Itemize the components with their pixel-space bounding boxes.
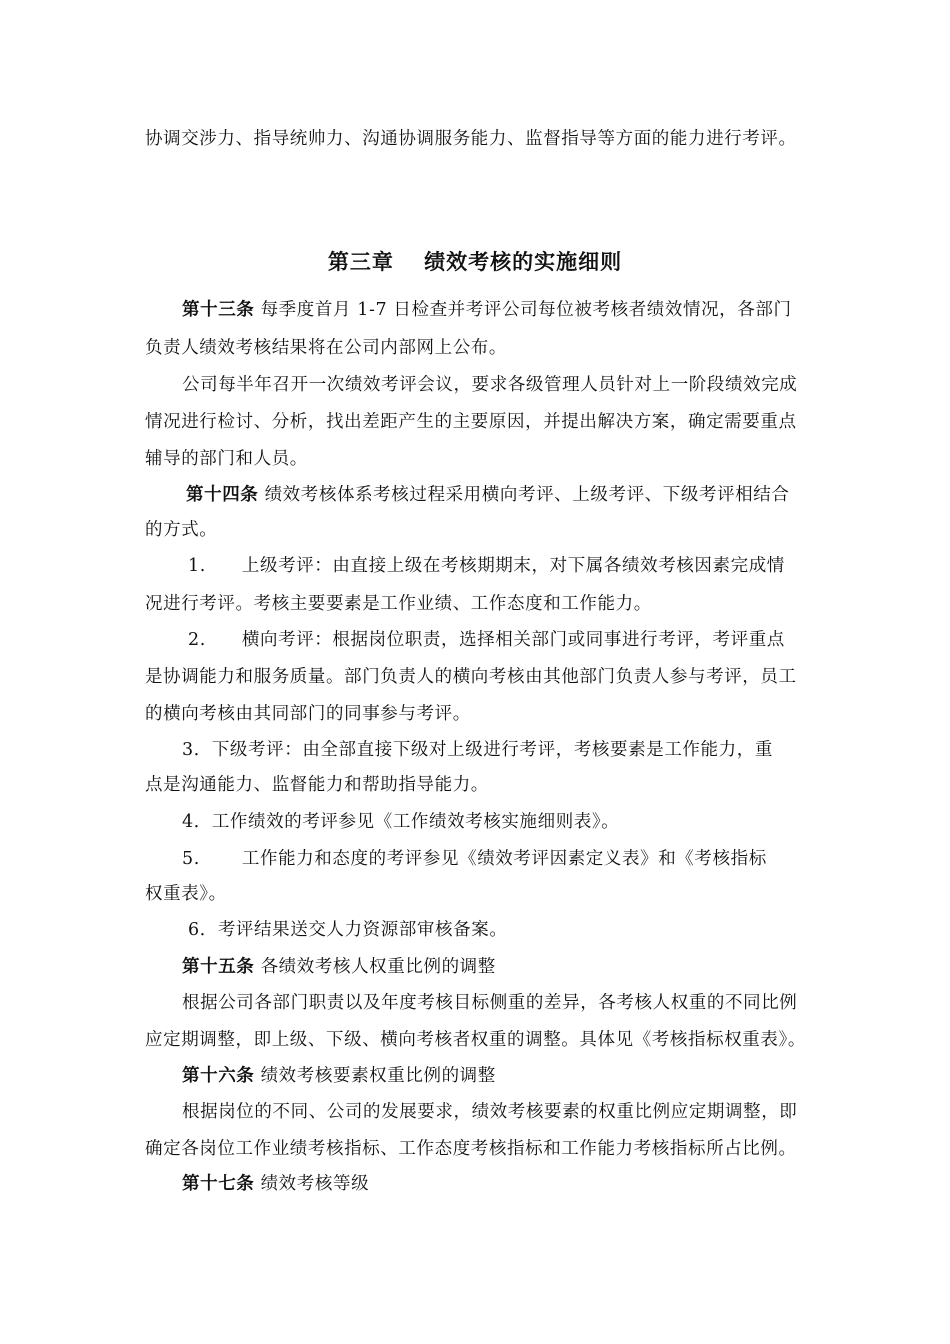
article-15-line-1: 根据公司各部门职责以及年度考核目标侧重的差异，各考核人权重的不同比例 — [182, 993, 798, 1013]
article-13-label: 第十三条 — [182, 300, 255, 320]
chapter-title: 第三章 绩效考核的实施细则 — [327, 249, 623, 274]
item-2-text-1: 横向考评：根据岗位职责，选择相关部门或同事进行考评，考评重点 — [241, 630, 785, 650]
article-15-line-2: 应定期调整，即上级、下级、横向考核者权重的调整。具体见《考核指标权重表》。 — [145, 1030, 806, 1050]
item-2-number: 2. — [188, 630, 206, 650]
intro-line: 协调交涉力、指导统帅力、沟通协调服务能力、监督指导等方面的能力进行考评。 — [145, 129, 797, 149]
item-5-line-2: 权重表》。 — [145, 884, 227, 904]
item-5-text-1: 工作能力和态度的考评参见《绩效考评因素定义表》和《考核指标 — [241, 849, 767, 869]
article-16-title: 绩效考核要素权重比例的调整 — [260, 1066, 496, 1086]
article-17-heading — [182, 1172, 369, 1196]
item-4-line: 4．工作绩效的考评参见《工作绩效考核实施细则表》。 — [182, 812, 620, 832]
article-17-title: 绩效考核等级 — [260, 1174, 370, 1194]
article-15-heading — [182, 955, 496, 979]
article-14-text-1: 绩效考核体系考核过程采用横向考评、上级考评、下级考评相结合 — [264, 485, 790, 505]
article-16-line-1: 根据岗位的不同、公司的发展要求，绩效考核要素的权重比例应定期调整，即 — [182, 1102, 798, 1122]
item-6-line: 6．考评结果送交人力资源部审核备案。 — [188, 920, 508, 940]
item-1-line-1 — [188, 554, 785, 578]
article-17-label: 第十七条 — [182, 1174, 255, 1194]
item-2-line-2: 是协调能力和服务质量。部门负责人的横向考核由其他部门负责人参与考评，员工 — [145, 667, 797, 687]
article-13-line-1 — [182, 298, 792, 322]
article-14-line-1 — [186, 483, 789, 507]
item-3-line-1: 3．下级考评：由全部直接下级对上级进行考评，考核要素是工作能力，重 — [182, 740, 773, 760]
article-15-title: 各绩效考核人权重比例的调整 — [260, 957, 496, 977]
article-16-label: 第十六条 — [182, 1066, 255, 1086]
item-1-number: 1. — [188, 556, 206, 576]
article-16-heading — [182, 1064, 496, 1088]
item-5-number: 5. — [182, 849, 200, 869]
item-3-line-2: 点是沟通能力、监督能力和帮助指导能力。 — [145, 775, 489, 795]
article-16-line-2: 确定各岗位工作业绩考核指标、工作态度考核指标和工作能力考核指标所占比例。 — [145, 1139, 797, 1159]
meeting-line-2: 情况进行检讨、分析，找出差距产生的主要原因，并提出解决方案，确定需要重点 — [145, 412, 797, 432]
item-5-line-1 — [182, 847, 767, 871]
article-15-label: 第十五条 — [182, 957, 255, 977]
meeting-line-1: 公司每半年召开一次绩效考评会议，要求各级管理人员针对上一阶段绩效完成 — [182, 375, 798, 395]
article-13-text-1: 每季度首月 1-7 日检查并考评公司每位被考核者绩效情况，各部门 — [260, 300, 792, 320]
item-2-line-1 — [188, 628, 785, 652]
item-2-line-3: 的横向考核由其同部门的同事参与考评。 — [145, 704, 471, 724]
item-1-text-1: 上级考评：由直接上级在考核期期末，对下属各绩效考核因素完成情 — [241, 556, 785, 576]
item-1-line-2: 况进行考评。考核主要要素是工作业绩、工作态度和工作能力。 — [145, 594, 652, 614]
article-13-line-2: 负责人绩效考核结果将在公司内部网上公布。 — [145, 338, 507, 358]
meeting-line-3: 辅导的部门和人员。 — [145, 449, 308, 469]
article-14-label: 第十四条 — [186, 485, 259, 505]
article-14-line-2: 的方式。 — [145, 520, 218, 540]
